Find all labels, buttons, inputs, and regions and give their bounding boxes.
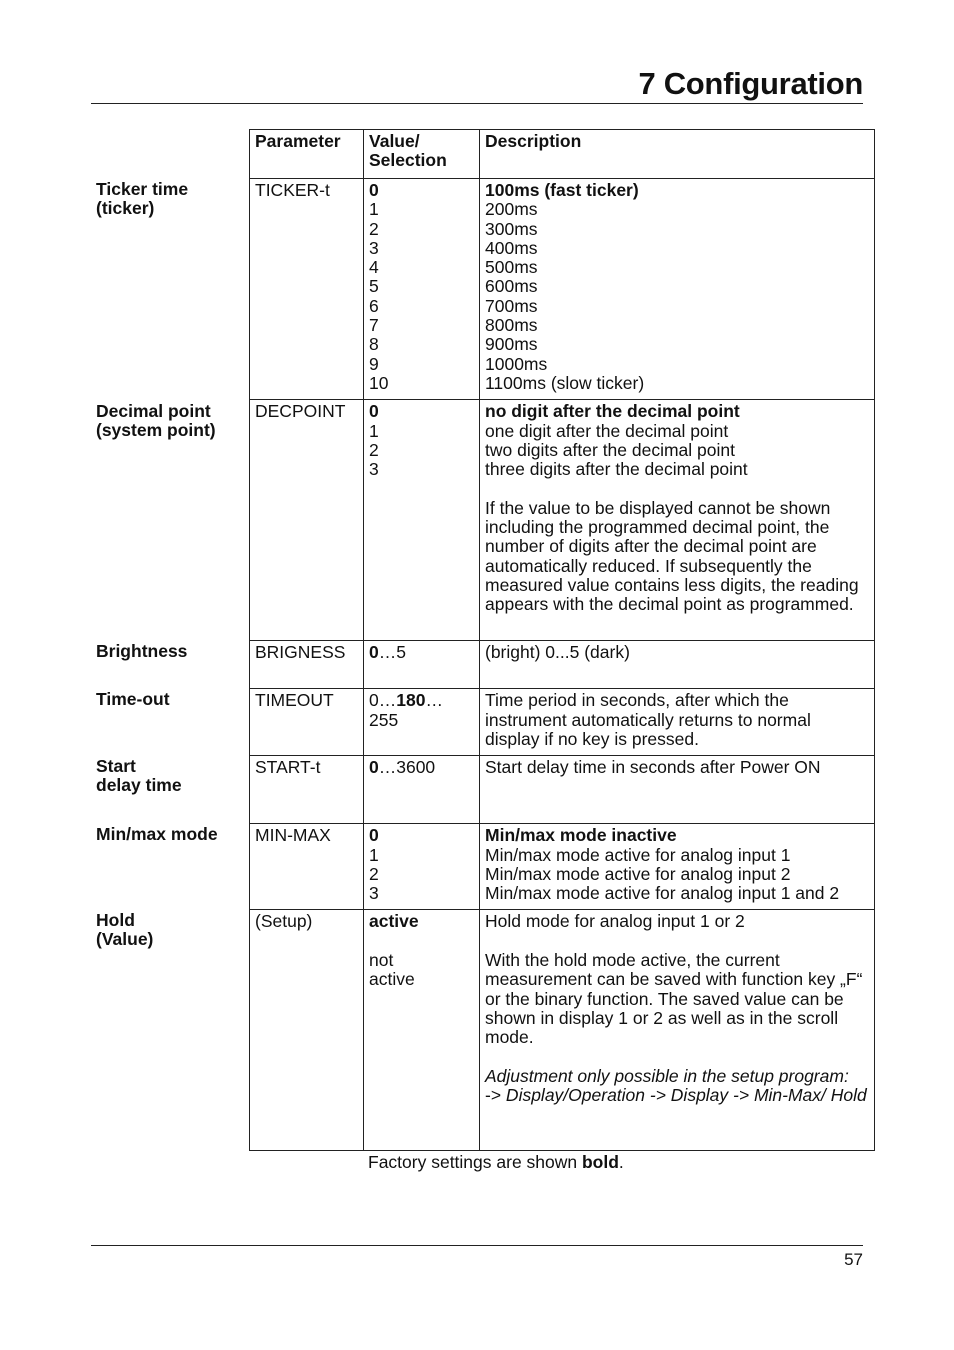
footer-rule — [91, 1245, 863, 1246]
chapter-title: 7 Configuration — [638, 66, 863, 101]
header-parameter: Parameter — [250, 130, 364, 179]
header-value: Value/ Selection — [364, 130, 480, 179]
desc-start: Start delay time in seconds after Power ON — [480, 756, 875, 824]
param-brightness: BRIGNESS — [250, 641, 364, 689]
table-header-row — [250, 130, 875, 179]
values-start: 0…3600 — [364, 756, 480, 824]
param-decpoint: DECPOINT — [250, 400, 364, 641]
values-decpoint: 0 1 2 3 — [364, 400, 480, 641]
page-number: 57 — [844, 1250, 863, 1269]
param-hold: (Setup) — [250, 910, 364, 1151]
row-label-timeout: Time-out — [96, 689, 170, 709]
header-description: Description — [480, 130, 875, 179]
table-row — [250, 910, 875, 1151]
table-row — [250, 824, 875, 910]
param-ticker: TICKER-t — [250, 179, 364, 400]
desc-decpoint: no digit after the decimal point one digit after the decimal point two digits after the decimal point three digits after the decimal point If the value to be displayed cannot be shown including the programmed decimal point, the number of digits after the decimal point are automatically reduced. If subsequently the measured value contains less digits, the reading appears with the decimal point as programmed. — [480, 400, 875, 641]
row-label-ticker: Ticker time (ticker) — [96, 179, 189, 219]
param-start: START-t — [250, 756, 364, 824]
param-minmax: MIN-MAX — [250, 824, 364, 910]
row-label-minmax: Min/max mode — [96, 824, 218, 844]
parameter-table — [249, 129, 875, 1151]
values-hold: active not active — [364, 910, 480, 1151]
row-label-start: Start delay time — [96, 756, 182, 796]
desc-hold: Hold mode for analog input 1 or 2 With the hold mode active, the current measurement can be saved with function key „F“ or the binary function. The saved value can be shown in display 1 or 2 as well as in the scroll mode. Adjustment only possible in the setup program: -> Display/Operation -> Display -> Min-Max/ Hold — [480, 910, 875, 1151]
table-row — [250, 400, 875, 641]
table-row — [250, 179, 875, 400]
factory-settings-note: Factory settings are shown bold. — [368, 1152, 624, 1172]
table-row — [250, 641, 875, 689]
values-timeout: 0…180… 255 — [364, 689, 480, 756]
desc-timeout: Time period in seconds, after which the instrument automatically returns to normal display if no key is pressed. — [480, 689, 875, 756]
table-row — [250, 689, 875, 756]
values-minmax: 0 1 2 3 — [364, 824, 480, 910]
param-timeout: TIMEOUT — [250, 689, 364, 756]
values-brightness: 0…5 — [364, 641, 480, 689]
desc-brightness: (bright) 0...5 (dark) — [480, 641, 875, 689]
header-rule — [91, 103, 863, 104]
table-row — [250, 756, 875, 824]
values-ticker: 0 1 2 3 4 5 6 7 8 9 10 — [364, 179, 480, 400]
row-label-brightness: Brightness — [96, 641, 188, 661]
desc-ticker: 100ms (fast ticker) 200ms 300ms 400ms 500ms 600ms 700ms 800ms 900ms 1000ms 1100ms (slow ticker) — [480, 179, 875, 400]
row-label-decpoint: Decimal point (system point) — [96, 401, 216, 441]
row-label-hold: Hold (Value) — [96, 910, 154, 950]
desc-minmax: Min/max mode inactive Min/max mode active for analog input 1 Min/max mode active for analog input 2 Min/max mode active for analog input 1 and 2 — [480, 824, 875, 910]
